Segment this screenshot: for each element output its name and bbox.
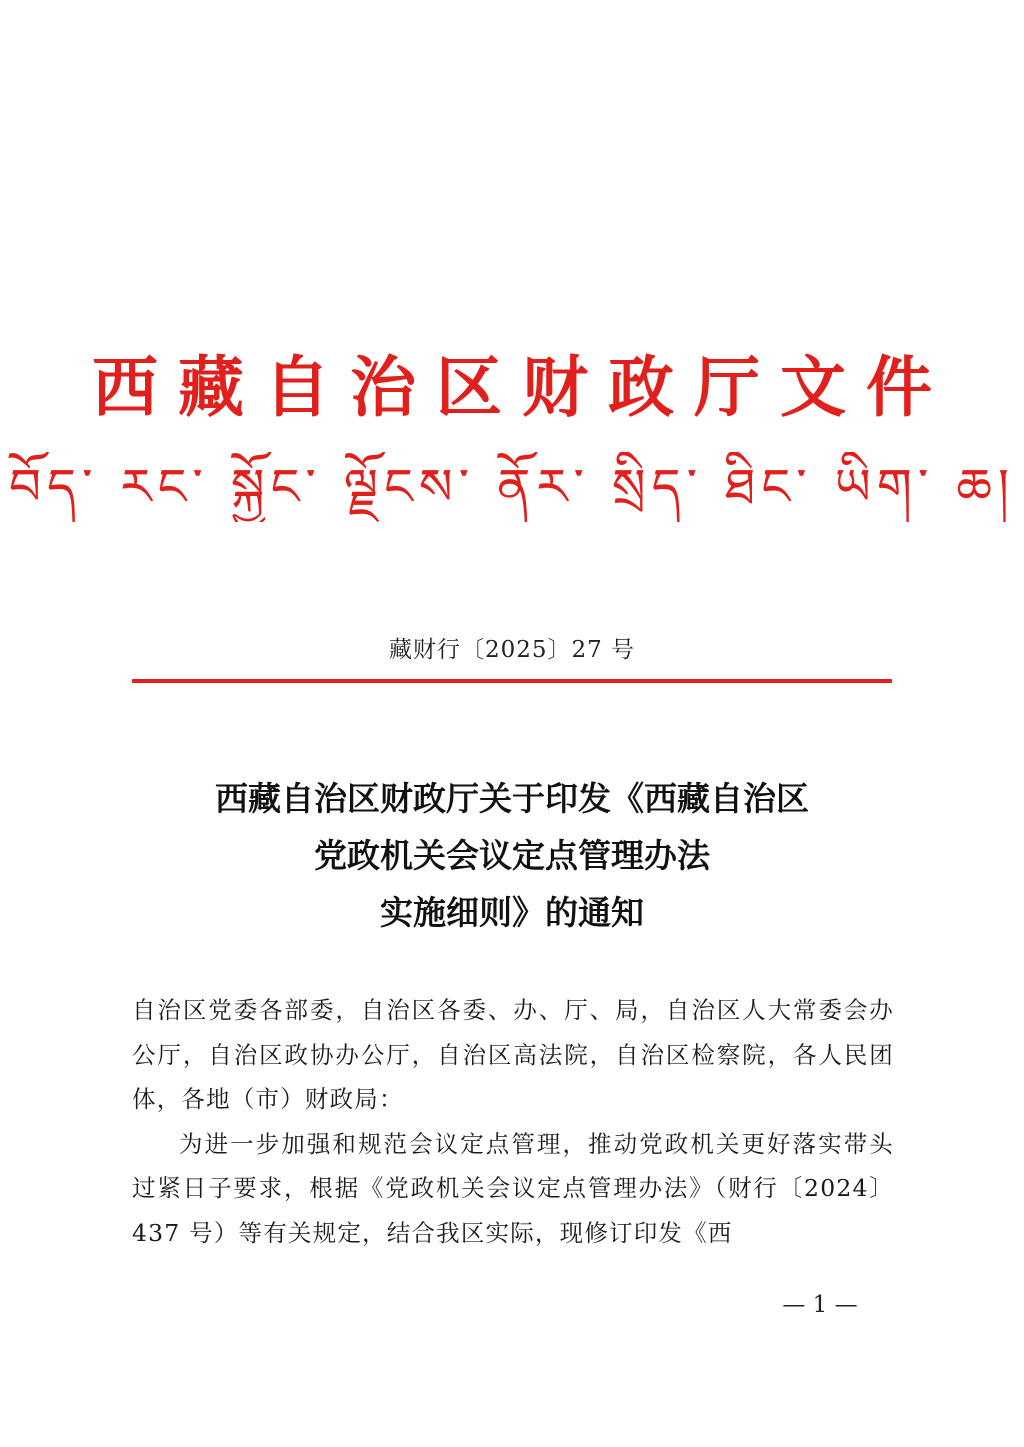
document-number: 藏财行〔2025〕27 号 bbox=[388, 637, 636, 663]
issuing-authority-title-tibetan: བོད་ རང་ སྐྱོང་ ལྗོངས་ ནོར་ སྲིད་ ཐིང་ ཡིག་ ཆ། bbox=[8, 458, 1016, 516]
header-divider bbox=[132, 679, 892, 683]
body-paragraph: 为进一步加强和规范会议定点管理，推动党政机关更好落实带头过紧日子要求，根据《党政机关会议定点管理办法》（财行〔2024〕437 号）等有关规定，结合我区实际，现修订印发《西 bbox=[132, 1129, 894, 1247]
notice-title bbox=[100, 770, 924, 941]
recipients-paragraph: 自治区党委各部委，自治区各委、办、厅、局，自治区人大常委会办公厅，自治区政协办公厅，自治区高法院，自治区检察院，各人民团体，各地（市）财政局： bbox=[132, 996, 894, 1113]
issuing-authority-title: 西藏自治区财政厅文件 bbox=[92, 349, 952, 426]
notice-title-line: 党政机关会议定点管理办法 bbox=[314, 836, 710, 875]
document-body bbox=[132, 988, 894, 1255]
notice-title-line: 西藏自治区财政厅关于印发《西藏自治区 bbox=[215, 779, 809, 818]
page-number: — 1 — bbox=[782, 1292, 858, 1318]
notice-title-line: 实施细则》的通知 bbox=[380, 893, 644, 932]
